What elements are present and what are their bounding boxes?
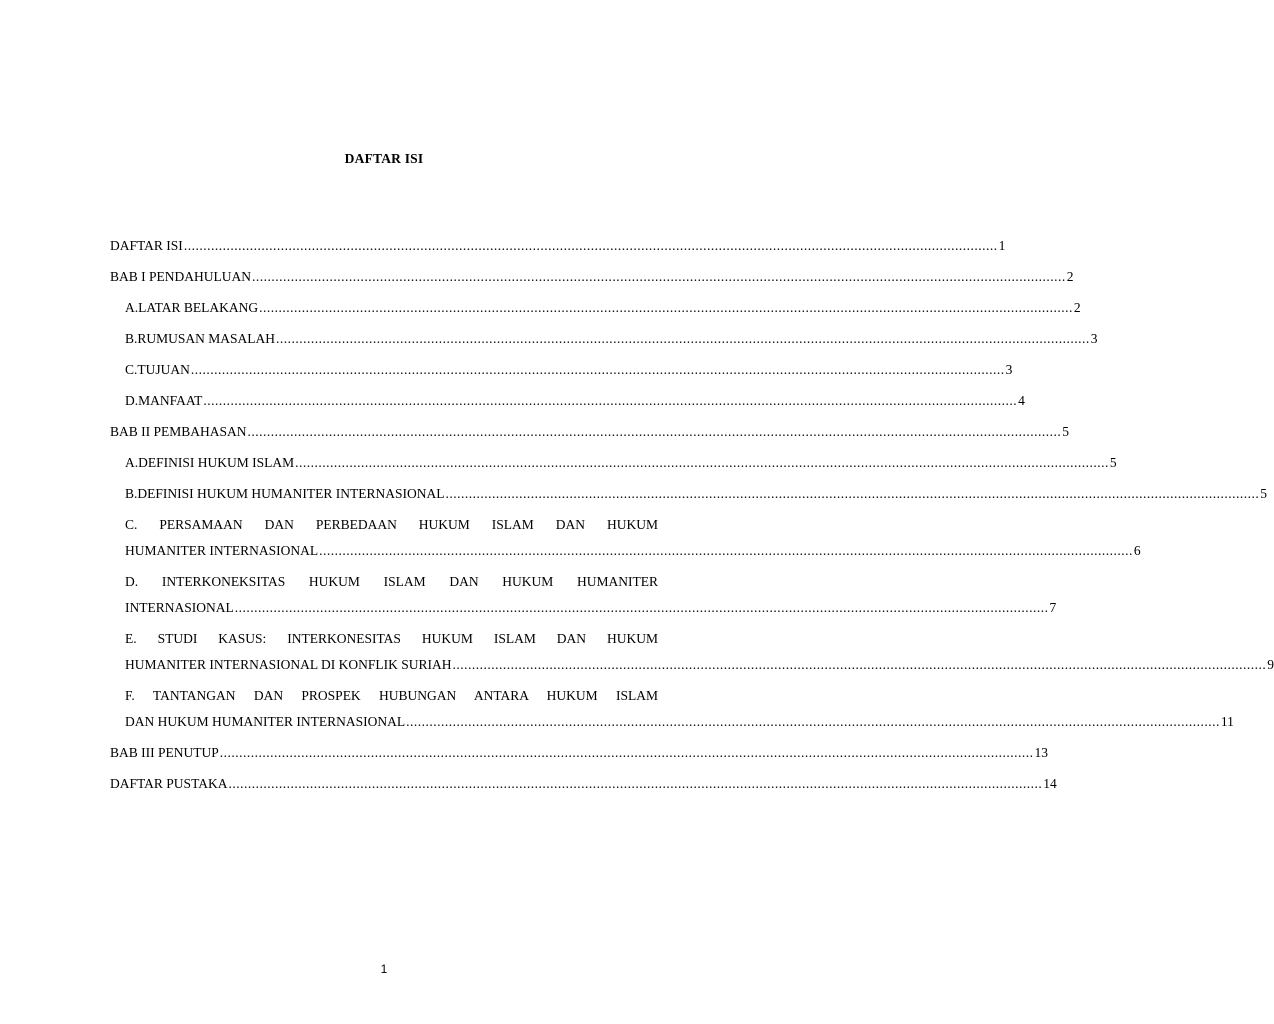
toc-page-number: 5	[1260, 486, 1267, 501]
toc-entry-label-line1: C. PERSAMAAN DAN PERBEDAAN HUKUM ISLAM DAN HUKUM	[125, 517, 658, 532]
toc-entry-daftar-pustaka[interactable]	[110, 774, 1057, 794]
toc-page-number: 3	[1090, 331, 1098, 346]
dot-leader: ..................................................................................................................................................................................................................	[252, 269, 1066, 284]
toc-page-number: 13	[1034, 745, 1049, 760]
toc-entry-label: DEFINISI HUKUM ISLAM	[138, 455, 295, 470]
toc-entry-label-line1: F. TANTANGAN DAN PROSPEK HUBUNGAN ANTARA HUKUM ISLAM	[125, 688, 658, 703]
toc-page-number: 5	[1062, 424, 1070, 439]
toc-page-number: 5	[1109, 455, 1117, 470]
dot-leader: ..................................................................................................................................................................................................................	[247, 424, 1062, 439]
toc-page-number: 7	[1049, 600, 1057, 615]
toc-entry-latar-belakang[interactable]	[110, 298, 1081, 318]
toc-entry-label-line2: HUMANITER INTERNASIONAL	[125, 543, 319, 558]
toc-entry-bab-ii[interactable]	[110, 422, 1070, 442]
toc-entry-label: BAB II PEMBAHASAN	[110, 424, 247, 439]
toc-page-number: 4	[1018, 393, 1025, 408]
toc-entry-marker: A.	[125, 300, 139, 315]
dot-leader: ..................................................................................................................................................................................................................	[276, 331, 1090, 346]
dot-leader: ..................................................................................................................................................................................................................	[295, 455, 1109, 470]
dot-leader: ..................................................................................................................................................................................................................	[452, 657, 1267, 672]
dot-leader: ..................................................................................................................................................................................................................	[406, 714, 1220, 729]
toc-entry-label-line2: INTERNASIONAL	[125, 600, 234, 615]
toc-entry-marker: B.	[125, 331, 138, 346]
toc-entry-label: BAB I PENDAHULUAN	[110, 269, 251, 284]
toc-entry-definisi-hukum-islam[interactable]	[110, 453, 1117, 473]
dot-leader: ..................................................................................................................................................................................................................	[234, 600, 1049, 615]
toc-entry-label: BAB III PENUTUP	[110, 745, 219, 760]
dot-leader: ..................................................................................................................................................................................................................	[183, 238, 998, 253]
dot-leader: ..................................................................................................................................................................................................................	[219, 745, 1034, 760]
toc-entry-label: LATAR BELAKANG	[138, 300, 259, 315]
dot-leader: ..................................................................................................................................................................................................................	[445, 486, 1260, 501]
toc-page-number: 6	[1133, 543, 1141, 558]
toc-page-number: 2	[1066, 269, 1074, 284]
toc-entry-label-line2: HUMANITER INTERNASIONAL DI KONFLIK SURIAH	[125, 657, 452, 672]
toc-page-number: 3	[1005, 362, 1013, 377]
toc-entry-manfaat[interactable]	[110, 391, 1025, 411]
toc-entry-definisi-hhi[interactable]	[110, 484, 1267, 504]
toc-entry-label-line1: E. STUDI KASUS: INTERKONESITAS HUKUM ISLAM DAN HUKUM	[125, 631, 658, 646]
page-title: DAFTAR ISI	[344, 151, 424, 166]
toc-entry-label: DAFTAR ISI	[110, 238, 183, 253]
dot-leader: ..................................................................................................................................................................................................................	[228, 776, 1043, 791]
toc-entry-label-line2: DAN HUKUM HUMANITER INTERNASIONAL	[125, 714, 406, 729]
toc-entry-interkoneksitas[interactable]	[110, 572, 1057, 618]
toc-page-number: 9	[1267, 657, 1274, 672]
toc-entry-persamaan-perbedaan[interactable]	[110, 515, 1141, 561]
toc-page-number: 2	[1073, 300, 1081, 315]
toc-page-number: 1	[998, 238, 1006, 253]
toc-entry-rumusan-masalah[interactable]	[110, 329, 1098, 349]
toc-entry-tujuan[interactable]	[110, 360, 1013, 380]
toc-entry-label-line1: D. INTERKONEKSITAS HUKUM ISLAM DAN HUKUM HUMANITER	[125, 574, 658, 589]
toc-page-number: 11	[1220, 714, 1234, 729]
toc-entry-marker: A.	[125, 455, 139, 470]
table-of-contents	[110, 236, 1274, 794]
toc-entry-marker: B.	[125, 486, 138, 501]
dot-leader: ..................................................................................................................................................................................................................	[259, 300, 1073, 315]
toc-entry-studi-kasus[interactable]	[110, 629, 1274, 675]
toc-entry-tantangan-prospek[interactable]	[110, 686, 1234, 732]
toc-entry-marker: C.	[125, 362, 138, 377]
toc-entry-daftar-isi[interactable]	[110, 236, 1006, 256]
footer-page-number: 1	[380, 962, 388, 976]
toc-entry-label: TUJUAN	[137, 362, 190, 377]
dot-leader: ..................................................................................................................................................................................................................	[203, 393, 1018, 408]
dot-leader: ..................................................................................................................................................................................................................	[319, 543, 1133, 558]
toc-entry-marker: D.	[125, 393, 139, 408]
toc-entry-bab-i[interactable]	[110, 267, 1074, 287]
toc-entry-label: DEFINISI HUKUM HUMANITER INTERNASIONAL	[137, 486, 445, 501]
toc-page-number: 14	[1043, 776, 1057, 791]
dot-leader: ..................................................................................................................................................................................................................	[190, 362, 1005, 377]
toc-entry-label: DAFTAR PUSTAKA	[110, 776, 228, 791]
toc-entry-bab-iii[interactable]	[110, 743, 1049, 763]
toc-entry-label: MANFAAT	[138, 393, 203, 408]
toc-entry-label: RUMUSAN MASALAH	[137, 331, 276, 346]
